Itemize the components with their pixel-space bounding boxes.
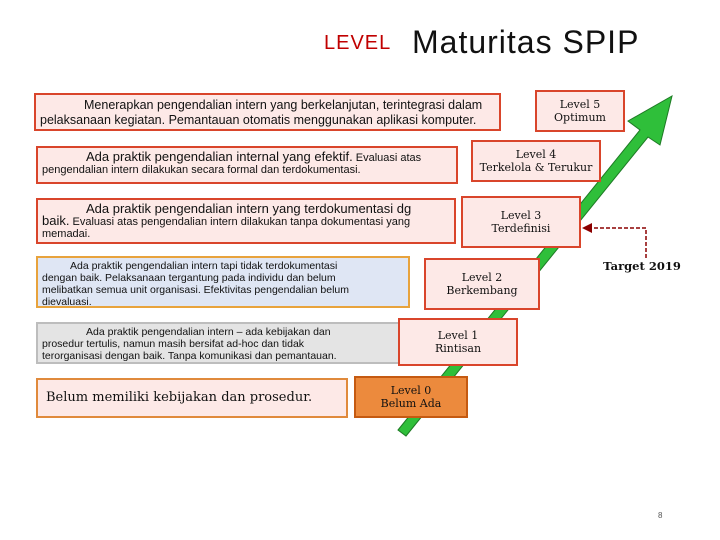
description-text: Menerapkan pengendalian intern yang berkelanjutan, terintegrasi dalam xyxy=(84,98,483,112)
level-number: Level 0 xyxy=(390,384,432,397)
level-number: Level 3 xyxy=(500,209,542,222)
description-level-5 xyxy=(34,93,501,131)
description-text: Ada praktik pengendalian intern – ada kebijakan dan xyxy=(86,326,331,338)
level-name: Terdefinisi xyxy=(491,222,551,235)
description-text: memadai. xyxy=(42,228,91,240)
level-4-box xyxy=(471,140,601,182)
description-level-0 xyxy=(36,378,348,418)
level-name: Terkelola & Terukur xyxy=(479,161,593,174)
description-text: Evaluasi atas pengendalian intern dilakukan tanpa dokumentasi yang xyxy=(72,216,411,228)
description-level-3 xyxy=(36,198,456,244)
level-number: Level 5 xyxy=(559,98,601,111)
level-name: Berkembang xyxy=(446,284,518,297)
description-text: prosedur tertulis, namun masih bersifat ad-hoc dan tidak xyxy=(42,338,305,350)
description-text: Ada praktik pengendalian intern yang terdokumentasi dg xyxy=(86,201,412,216)
description-text: Evaluasi atas xyxy=(355,152,422,164)
description-text: dievaluasi. xyxy=(42,296,92,308)
description-level-1 xyxy=(36,322,400,364)
description-text: baik. xyxy=(42,213,70,228)
level-name: Optimum xyxy=(554,111,606,124)
description-text: Ada praktik pengendalian internal yang efektif. xyxy=(86,149,353,164)
level-3-box xyxy=(461,196,581,248)
target-label: Target 2019 xyxy=(603,259,681,273)
description-text: pengendalian intern dilakukan secara formal dan terdokumentasi. xyxy=(42,164,361,176)
description-text: Ada praktik pengendalian intern tapi tidak terdokumentasi xyxy=(70,260,338,272)
level-0-box xyxy=(354,376,468,418)
level-number: Level 1 xyxy=(437,329,479,342)
description-text: terorganisasi dengan baik. Tanpa komunikasi dan pemantauan. xyxy=(42,350,337,362)
level-1-box xyxy=(398,318,518,366)
description-text: melibatkan semua unit organisasi. Efektivitas pengendalian belum xyxy=(42,284,350,296)
level-name: Belum Ada xyxy=(380,397,442,410)
description-level-4 xyxy=(36,146,458,184)
title-main: Maturitas SPIP xyxy=(412,24,640,60)
target-arrowhead-icon xyxy=(582,223,592,233)
level-number: Level 2 xyxy=(461,271,503,284)
description-text: pelaksanaan kegiatan. Pemantauan otomatis menggunakan aplikasi komputer. xyxy=(40,113,477,127)
description-text: dengan baik. Pelaksanaan tergantung pada individu dan belum xyxy=(42,272,336,284)
description-text: Belum memiliki kebijakan dan prosedur. xyxy=(46,390,313,405)
level-5-box xyxy=(535,90,625,132)
page-number: 8 xyxy=(658,511,663,520)
description-level-2 xyxy=(36,256,410,308)
title-level: LEVEL xyxy=(324,32,392,54)
level-name: Rintisan xyxy=(434,342,482,355)
level-2-box xyxy=(424,258,540,310)
level-number: Level 4 xyxy=(515,148,557,161)
target-connector xyxy=(590,228,646,258)
